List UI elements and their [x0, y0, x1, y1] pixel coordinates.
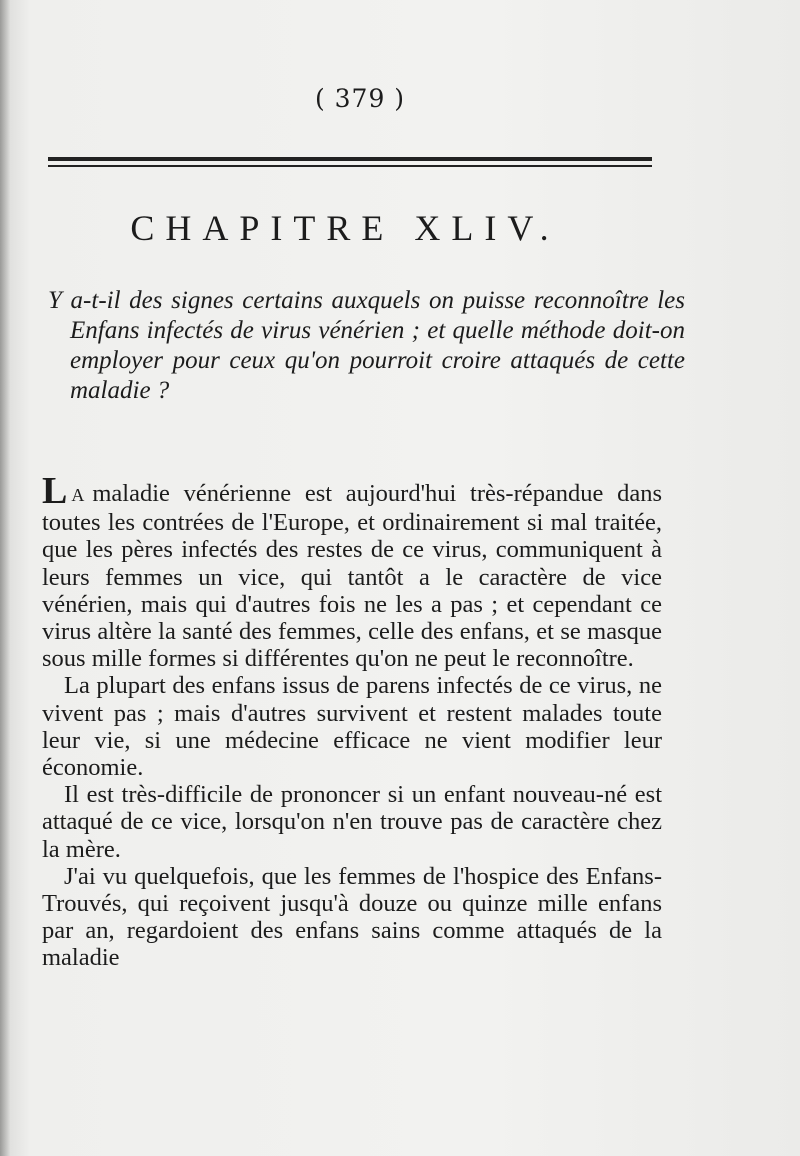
paragraph-3: Il est très-difficile de prononcer si un enfant nouveau-né est attaqué de ce vice, lorsqu'on n'en trouve pas de caractère chez la mère.: [42, 781, 662, 863]
drop-cap: L: [42, 470, 68, 512]
paragraph-1-text: maladie vénérienne est aujourd'hui très-répandue dans toutes les contrées de l'Europe, et ordinairement si mal traitée, que les pères infectés des restes de ce virus, communiquent à leurs femmes un vice, qui tantôt a le caractère de vice vénérien, mais qui d'autres fois ne les a pas ; et cependant ce virus altère la santé des femmes, celle des enfans, et se masque sous mille formes si différentes qu'on ne peut le reconnoître.: [42, 480, 662, 673]
paragraph-4: J'ai vu quelquefois, que les femmes de l'hospice des Enfans-Trouvés, qui reçoivent jusqu'à douze ou quinze mille enfans par an, regardoient des enfans sains comme attaqués de la maladie: [42, 862, 662, 972]
header-rule-thin: [48, 165, 652, 167]
paragraph-1: [42, 470, 662, 673]
body-text: [42, 470, 662, 972]
page-number: ( 379 ): [314, 84, 406, 113]
chapter-title: CHAPITRE XLIV.: [130, 208, 560, 248]
paragraph-2: La plupart des enfans issus de parens infectés de ce virus, ne vivent pas ; mais d'autres survivent et restent malades toute leur vie, si une médecine efficace ne vient modifier leur économie.: [42, 672, 662, 782]
page-gutter-edge: [0, 0, 10, 1156]
drop-cap-continuation: A: [71, 485, 87, 505]
chapter-question: Y a-t-il des signes certains auxquels on puisse reconnoître les Enfans infectés de virus vénérien ; et quelle méthode doit-on employer pour ceux qu'on pourroit croire attaqués de cette maladie ?: [48, 287, 685, 404]
header-rule-thick: [48, 157, 652, 161]
